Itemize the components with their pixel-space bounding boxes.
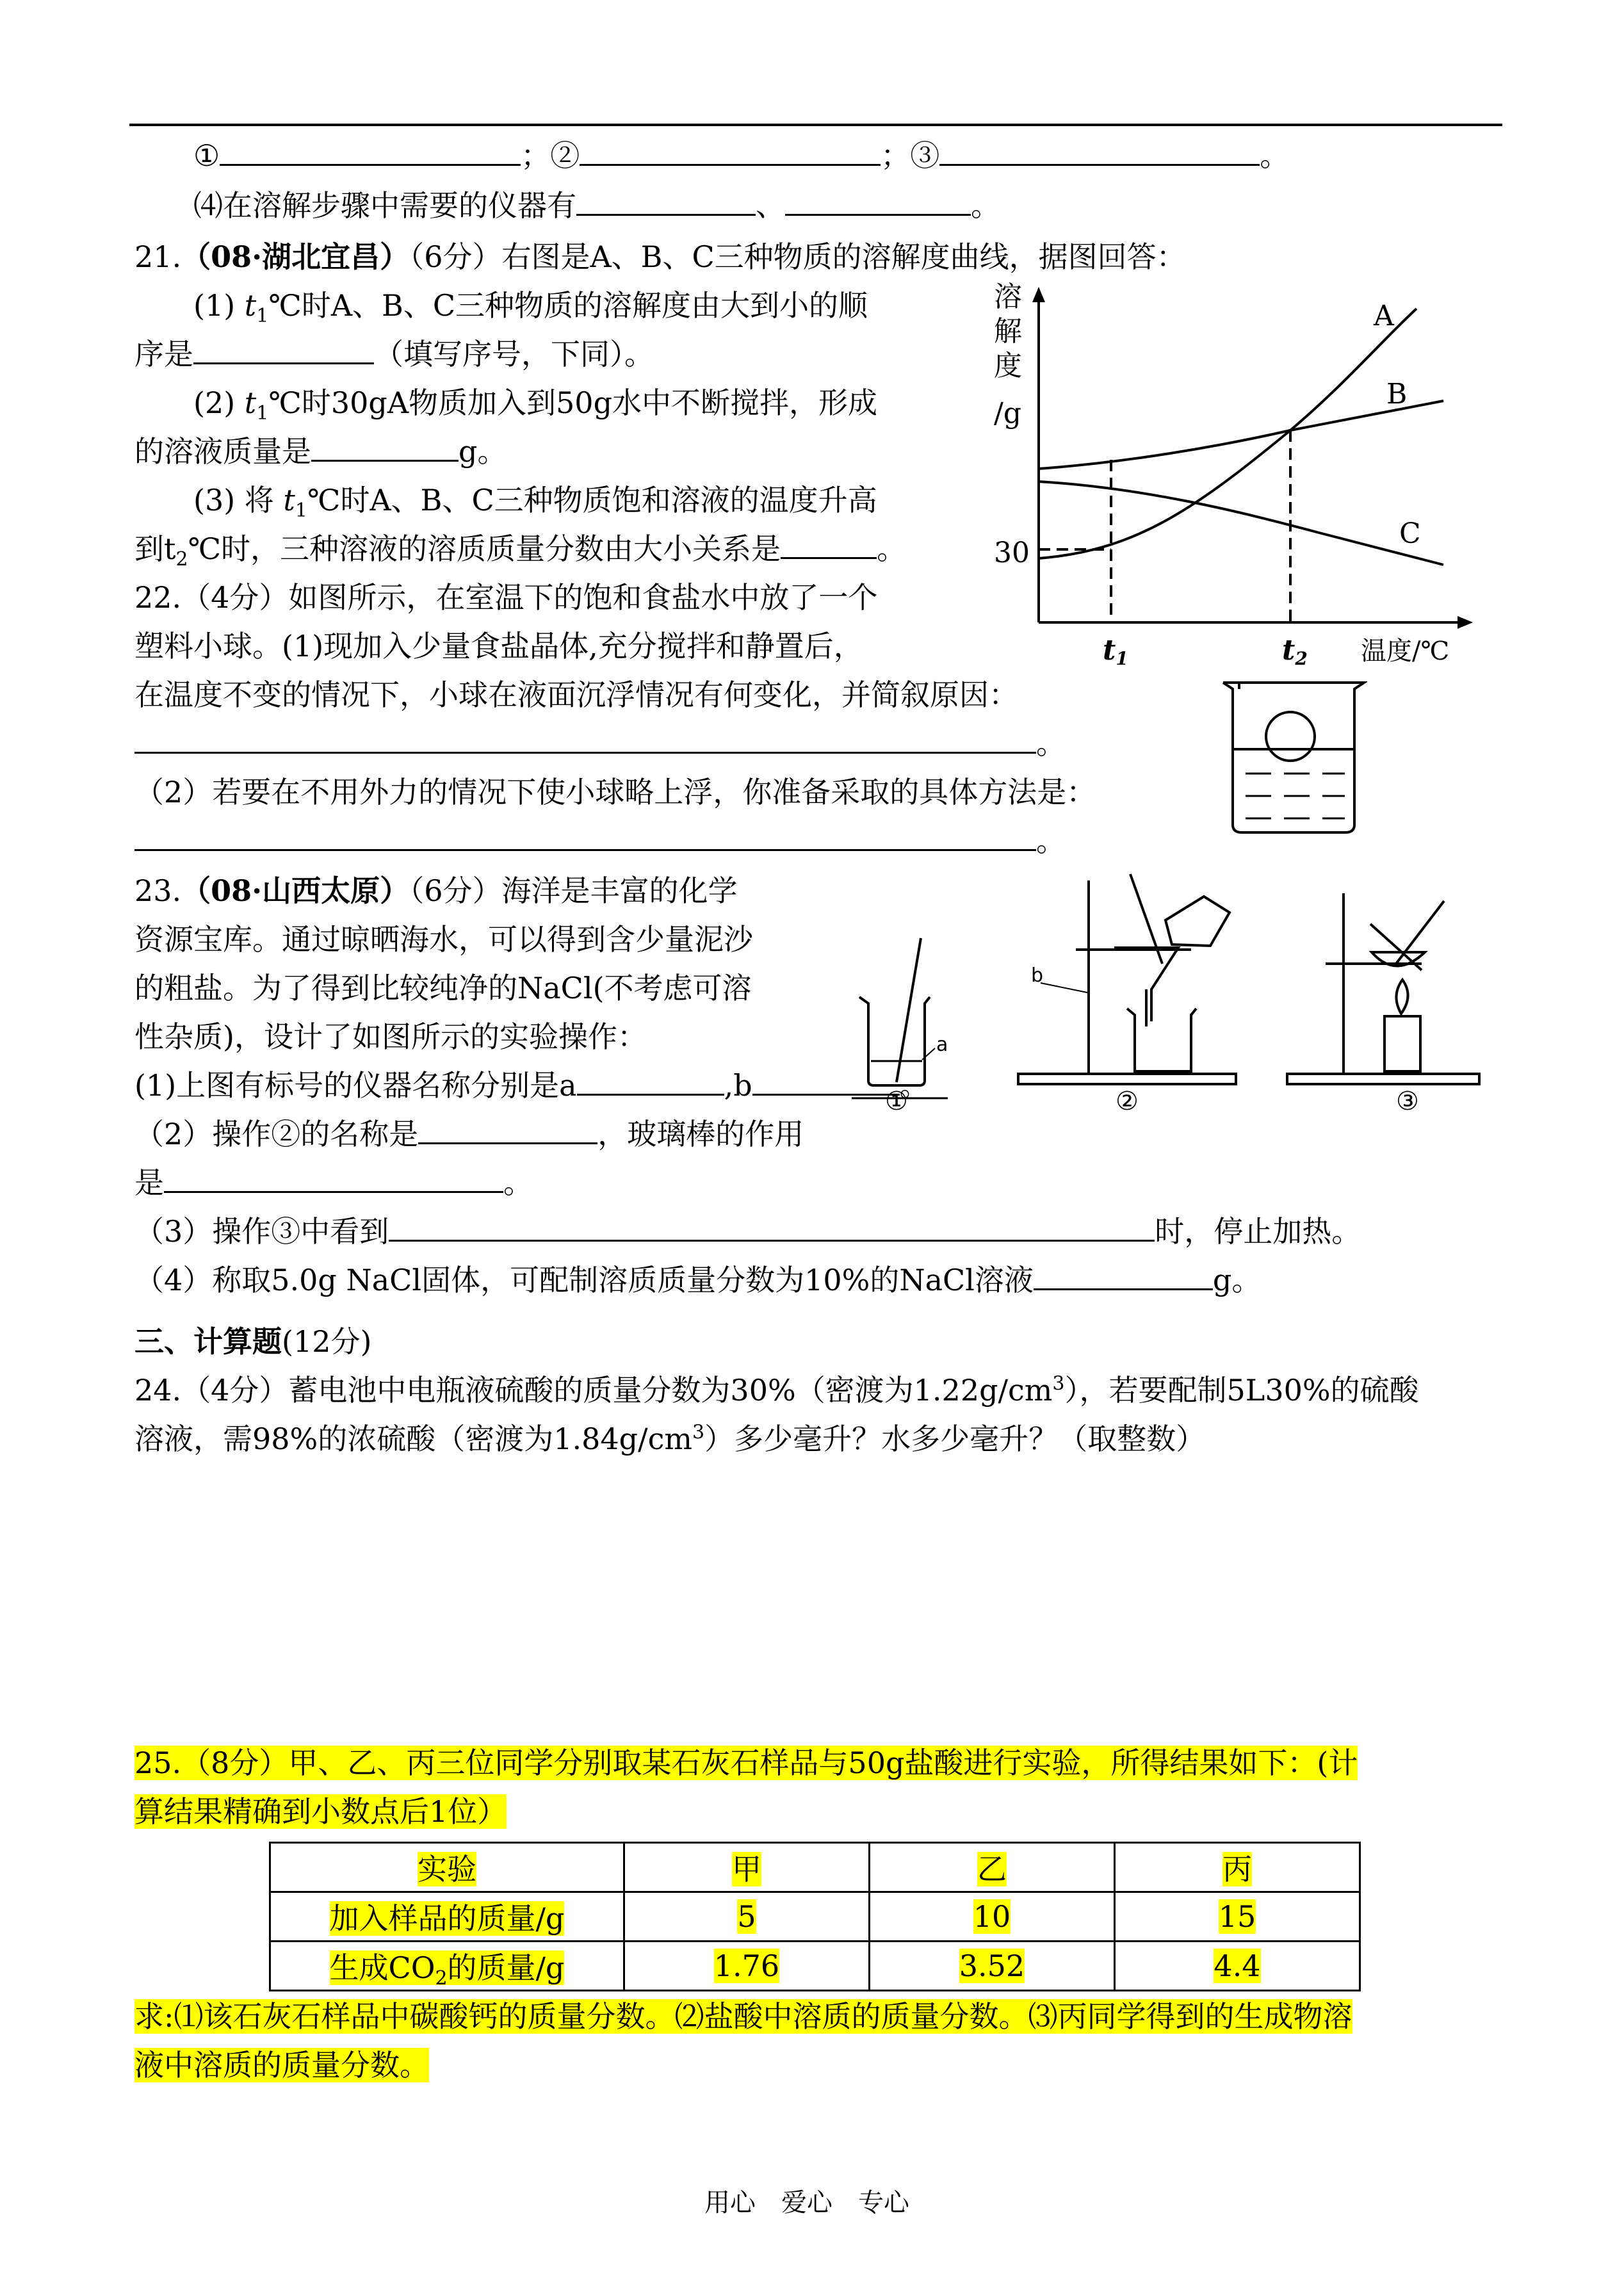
- q23-l7: [134, 1163, 533, 1203]
- q24-l1: [134, 1370, 1419, 1410]
- text: (12分): [282, 1324, 372, 1359]
- text: 乙: [977, 1852, 1007, 1886]
- text: 三、计算题: [134, 1324, 282, 1359]
- q20-4-text: ⑷在溶解步骤中需要的仪器有: [193, 188, 576, 223]
- text: ）多少毫升？水多少毫升？（取整数）: [704, 1422, 1206, 1456]
- text: ℃时，三种溶液的溶质质量分数由大小关系是: [188, 531, 781, 566]
- text: 1: [256, 305, 269, 328]
- text: 。: [877, 531, 907, 566]
- op2-stand-base: [1018, 1074, 1236, 1084]
- op3-flame: [1396, 980, 1408, 1014]
- q23-l6: [134, 1114, 804, 1154]
- text: (1): [193, 288, 245, 323]
- text: 算结果精确到小数点后1位）: [134, 1794, 507, 1829]
- q21-p3: [193, 480, 877, 523]
- table-header-cell: [270, 1843, 624, 1892]
- q23-l8: [134, 1212, 1361, 1251]
- answer-blank[interactable]: [220, 138, 521, 166]
- apparatus-figure: [845, 868, 1486, 1137]
- q20-4-line: [193, 186, 1000, 225]
- text: ，玻璃棒的作用: [597, 1117, 804, 1151]
- text: （2）操作②的名称是: [134, 1117, 419, 1151]
- q23-l9: [134, 1260, 1261, 1300]
- text: 生成CO: [329, 1950, 435, 1985]
- text: 求:⑴该石灰石样品中碳酸钙的质量分数。⑵盐酸中溶质的质量分数。⑶丙同学得到的生成物溶: [134, 1999, 1352, 2034]
- ylabel-char: /g: [994, 397, 1021, 430]
- text: 4.4: [1214, 1949, 1261, 1983]
- period: 。: [1036, 726, 1066, 761]
- q25-l3: [134, 1997, 1352, 2036]
- series-label-a: A: [1374, 300, 1394, 332]
- op1-beaker: [859, 997, 930, 1085]
- series-line-b: [1039, 401, 1443, 469]
- table-cell: [624, 1892, 870, 1942]
- text: 的质量/g: [447, 1950, 565, 1985]
- answer-blank[interactable]: [939, 138, 1260, 166]
- text: 。: [503, 1165, 533, 1200]
- text: ℃时A、B、C三种物质饱和溶液的温度升高: [307, 483, 877, 517]
- x-tick-label-t1: t1: [1103, 634, 1128, 666]
- text: 3: [1052, 1372, 1065, 1395]
- table-header-cell: [624, 1843, 870, 1892]
- blank-label-3: ；③: [881, 138, 940, 173]
- period: 。: [971, 188, 1000, 223]
- text: 2: [175, 548, 188, 571]
- q23-l4: 性杂质)，设计了如图所示的实验操作：: [134, 1019, 647, 1054]
- ylabel-char: 解: [994, 315, 1022, 348]
- text: 溶液，需98%的浓硫酸（密渡为1.84g/cm: [134, 1422, 692, 1456]
- q21-title: [134, 237, 1186, 277]
- series-label-c: C: [1399, 517, 1421, 550]
- text: ℃时30gA物质加入到50g水中不断搅拌，形成: [268, 385, 878, 420]
- question-number: 23.: [134, 873, 182, 908]
- text: t: [244, 385, 257, 420]
- text: 实验: [418, 1852, 476, 1886]
- series-line-c: [1039, 482, 1443, 565]
- q23-l5: [134, 1066, 929, 1105]
- question-source: （08·山西太原）: [181, 873, 410, 908]
- text: （6分）海洋是丰富的化学: [409, 873, 738, 908]
- table-cell: [1115, 1892, 1360, 1942]
- text: 1.76: [713, 1949, 780, 1983]
- q22-l4: [134, 724, 1066, 763]
- table-header-cell: [1115, 1843, 1360, 1892]
- ylabel-char: 溶: [994, 282, 1022, 313]
- label-a: a: [936, 1034, 948, 1056]
- x-tick-label-t2: t2: [1282, 634, 1308, 666]
- answer-blank[interactable]: [576, 188, 756, 216]
- answer-blank[interactable]: [781, 531, 877, 559]
- text: 甲: [732, 1852, 761, 1886]
- table-cell: [270, 1942, 624, 1991]
- answer-blank[interactable]: [164, 1165, 503, 1193]
- text: (2): [193, 385, 245, 420]
- text: 序是: [134, 337, 193, 371]
- header-rule: [129, 124, 1502, 126]
- answer-blank[interactable]: [389, 1214, 1155, 1242]
- op1-dissolving: [859, 938, 935, 1085]
- op2-funnel: [1114, 948, 1178, 1026]
- question-number: 21.: [134, 239, 182, 274]
- period: 。: [1036, 823, 1066, 858]
- answer-blank[interactable]: [134, 726, 1036, 754]
- answer-blank[interactable]: [577, 1068, 724, 1096]
- text: （4）称取5.0g NaCl固体，可配制溶质质量分数为10%的NaCl溶液: [134, 1263, 1034, 1297]
- text: 5: [737, 1899, 756, 1934]
- blank-label-1: ①: [193, 138, 220, 173]
- text: （填写序号，下同）。: [374, 337, 654, 371]
- q21-p2: [193, 383, 877, 423]
- text: (3) 将: [193, 483, 284, 517]
- text: 3.52: [959, 1949, 1025, 1983]
- page-footer: 用心 爱心 专心: [704, 2188, 909, 2218]
- ylabel-char: 度: [994, 350, 1022, 382]
- op3-lamp: [1384, 1016, 1420, 1071]
- y-axis-arrow: [1032, 287, 1045, 302]
- q21-p1-cont: [134, 334, 654, 374]
- blank-label-2: ；②: [521, 138, 580, 173]
- text: 。: [899, 1068, 929, 1103]
- period: 。: [1260, 138, 1290, 173]
- label-b: b: [1031, 964, 1044, 987]
- answer-blank[interactable]: [134, 823, 1036, 851]
- text: 1: [256, 402, 269, 425]
- question-source: （08·湖北宜昌）: [181, 239, 410, 274]
- op3-label: ③: [1396, 1087, 1419, 1116]
- q25-l2: [134, 1792, 507, 1831]
- q25-l1: [134, 1743, 1358, 1783]
- question-intro: （6分）右图是A、B、C三种物质的溶解度曲线，据图回答：: [409, 239, 1186, 274]
- op3-glass-rod-2: [1396, 901, 1444, 964]
- q22-l3: 在温度不变的情况下，小球在液面沉浮情况有何变化，并简叙原因：: [134, 677, 1018, 712]
- q22-l2: 塑料小球。(1)现加入少量食盐晶体,充分搅拌和静置后，: [134, 629, 863, 663]
- text: 的溶液质量是: [134, 434, 311, 469]
- op2-beaker: [1127, 1009, 1196, 1071]
- text: ,b: [724, 1068, 752, 1103]
- op1-label: ①: [885, 1087, 908, 1116]
- q22-l5: （2）若要在不用外力的情况下使小球略上浮，你准备采取的具体方法是：: [134, 775, 1096, 809]
- op3-evaporation: [1287, 893, 1479, 1084]
- text: 加入样品的质量/g: [329, 1901, 565, 1936]
- q25-l4: [134, 2045, 429, 2085]
- q21-p2-cont: [134, 432, 507, 471]
- text: 24.（4分）蓄电池中电瓶液硫酸的质量分数为30%（密渡为1.22g/cm: [134, 1373, 1053, 1407]
- answer-blank[interactable]: [785, 188, 971, 216]
- solubility-chart: [986, 282, 1486, 666]
- q20-blanks-line: [193, 136, 1289, 175]
- text: 到t: [134, 531, 176, 566]
- beaker-ball-figure: [1220, 677, 1367, 838]
- op2-pointer-b: [1041, 983, 1087, 993]
- text: 1: [295, 499, 307, 523]
- text: g。: [459, 434, 507, 469]
- y-tick-label: 30: [994, 537, 1030, 569]
- op3-stand-base: [1287, 1074, 1479, 1084]
- table-row: [270, 1942, 1360, 1991]
- text: 15: [1218, 1899, 1256, 1934]
- q23-l3: 的粗盐。为了得到比较纯净的NaCl(不考虑可溶: [134, 971, 752, 1005]
- results-table: [269, 1842, 1361, 1991]
- answer-blank[interactable]: [418, 1117, 597, 1144]
- text: 丙: [1222, 1852, 1252, 1886]
- text: 25.（8分）甲、乙、丙三位同学分别取某石灰石样品与50g盐酸进行实验，所得结果如下：(计: [134, 1746, 1358, 1780]
- series-label-b: B: [1386, 378, 1408, 410]
- text: 是: [134, 1165, 164, 1200]
- q23-l2: 资源宝库。通过晾晒海水，可以得到含少量泥沙: [134, 922, 753, 957]
- op2-filtration: [1018, 874, 1236, 1084]
- table-cell: [870, 1942, 1115, 1991]
- series-line-a: [1039, 309, 1417, 558]
- answer-blank[interactable]: [580, 138, 881, 166]
- op2-pouring-beaker: [1165, 896, 1230, 946]
- table-cell: [270, 1892, 624, 1942]
- sep: 、: [756, 188, 785, 223]
- q23-l1: [134, 871, 737, 911]
- q22-l6: [134, 821, 1066, 861]
- section3-title: [134, 1322, 371, 1361]
- text: 液中溶质的质量分数。: [134, 2048, 429, 2082]
- table-row: [270, 1892, 1360, 1942]
- table-header-row: [270, 1843, 1360, 1892]
- text: t: [283, 483, 295, 517]
- text: g。: [1212, 1263, 1262, 1297]
- answer-blank[interactable]: [1034, 1263, 1213, 1290]
- x-axis-label: 温度/℃: [1361, 637, 1450, 666]
- q21-p1: [193, 286, 868, 328]
- table-cell: [624, 1942, 870, 1991]
- x-axis-arrow: [1458, 616, 1473, 629]
- text: 时，停止加热。: [1155, 1214, 1361, 1249]
- table-cell: [1115, 1942, 1360, 1991]
- op2-label: ②: [1116, 1087, 1139, 1116]
- q22-l1: 22.（4分）如图所示，在室温下的饱和食盐水中放了一个: [134, 580, 878, 615]
- text: t: [244, 288, 257, 323]
- text: （3）操作③中看到: [134, 1214, 389, 1249]
- text: (1)上图有标号的仪器名称分别是a: [134, 1068, 577, 1103]
- text: ℃时A、B、C三种物质的溶解度由大到小的顺: [268, 288, 868, 323]
- plastic-ball: [1266, 712, 1315, 761]
- answer-blank[interactable]: [193, 337, 374, 364]
- text: 10: [973, 1899, 1011, 1934]
- q21-p3-cont: [134, 529, 906, 569]
- text: 2: [435, 1967, 448, 1990]
- text: ），若要配制5L30%的硫酸: [1064, 1373, 1419, 1407]
- q24-l2: [134, 1419, 1205, 1459]
- table-header-cell: [870, 1843, 1115, 1892]
- table-cell: [870, 1892, 1115, 1942]
- answer-blank[interactable]: [311, 434, 459, 462]
- text: 3: [692, 1421, 705, 1444]
